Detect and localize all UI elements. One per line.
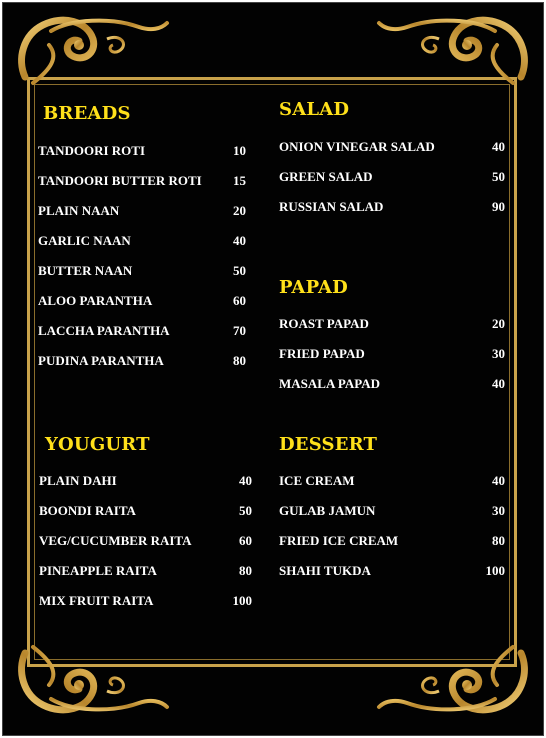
item-name: FRIED PAPAD bbox=[279, 346, 365, 361]
item-price: 80 bbox=[492, 533, 505, 548]
item-price: 60 bbox=[233, 293, 246, 308]
item-name: GARLIC NAAN bbox=[38, 233, 131, 248]
item-price: 70 bbox=[233, 323, 246, 338]
item-name: TANDOORI ROTI bbox=[38, 143, 146, 158]
section-title: PAPAD bbox=[279, 277, 348, 298]
item-price: 10 bbox=[233, 143, 246, 158]
section-title: SALAD bbox=[279, 99, 350, 120]
item-price: 40 bbox=[492, 473, 505, 488]
corner-ornament-icon bbox=[11, 9, 171, 99]
item-name: RUSSIAN SALAD bbox=[279, 199, 384, 214]
item-name: SHAHI TUKDA bbox=[279, 563, 371, 578]
item-name: PINEAPPLE RAITA bbox=[39, 563, 157, 578]
item-price: 40 bbox=[239, 473, 252, 488]
item-name: MIX FRUIT RAITA bbox=[39, 593, 154, 608]
section-salad bbox=[279, 99, 349, 120]
item-price: 50 bbox=[492, 169, 505, 184]
section-title: BREADS bbox=[43, 103, 131, 124]
item-price: 80 bbox=[239, 563, 252, 578]
item-name: ROAST PAPAD bbox=[279, 316, 369, 331]
item-name: VEG/CUCUMBER RAITA bbox=[39, 533, 192, 548]
item-price: 50 bbox=[233, 263, 246, 278]
item-price: 40 bbox=[492, 139, 505, 154]
item-name: GULAB JAMUN bbox=[279, 503, 376, 518]
item-price: 20 bbox=[233, 203, 246, 218]
item-name: GREEN SALAD bbox=[279, 169, 373, 184]
item-price: 30 bbox=[492, 346, 505, 361]
item-price: 100 bbox=[485, 563, 505, 578]
item-name: PUDINA PARANTHA bbox=[38, 353, 164, 368]
item-price: 60 bbox=[239, 533, 252, 548]
corner-ornament-icon bbox=[375, 9, 535, 99]
item-name: BOONDI RAITA bbox=[39, 503, 136, 518]
item-name: LACCHA PARANTHA bbox=[38, 323, 170, 338]
menu-page bbox=[2, 2, 544, 736]
item-price: 30 bbox=[492, 503, 505, 518]
item-price: 100 bbox=[232, 593, 252, 608]
item-name: BUTTER NAAN bbox=[38, 263, 133, 278]
item-name: ONION VINEGAR SALAD bbox=[279, 139, 435, 154]
item-name: TANDOORI BUTTER ROTI bbox=[38, 173, 202, 188]
item-name: PLAIN DAHI bbox=[39, 473, 117, 488]
item-price: 40 bbox=[492, 376, 505, 391]
item-name: FRIED ICE CREAM bbox=[279, 533, 399, 548]
item-price: 15 bbox=[233, 173, 246, 188]
item-name: ALOO PARANTHA bbox=[38, 293, 153, 308]
item-name: MASALA PAPAD bbox=[279, 376, 380, 391]
item-name: ICE CREAM bbox=[279, 473, 355, 488]
item-name: PLAIN NAAN bbox=[38, 203, 120, 218]
section-breads bbox=[43, 103, 131, 124]
corner-ornament-icon bbox=[375, 631, 535, 721]
corner-ornament-icon bbox=[11, 631, 171, 721]
item-price: 90 bbox=[492, 199, 505, 214]
section-dessert bbox=[279, 434, 377, 455]
section-title: YOUGURT bbox=[45, 434, 150, 455]
section-title: DESSERT bbox=[279, 434, 378, 455]
item-price: 40 bbox=[233, 233, 246, 248]
section-papad bbox=[279, 277, 348, 298]
item-price: 20 bbox=[492, 316, 505, 331]
section-yougurt bbox=[45, 434, 150, 455]
item-price: 50 bbox=[239, 503, 252, 518]
item-price: 80 bbox=[233, 353, 246, 368]
